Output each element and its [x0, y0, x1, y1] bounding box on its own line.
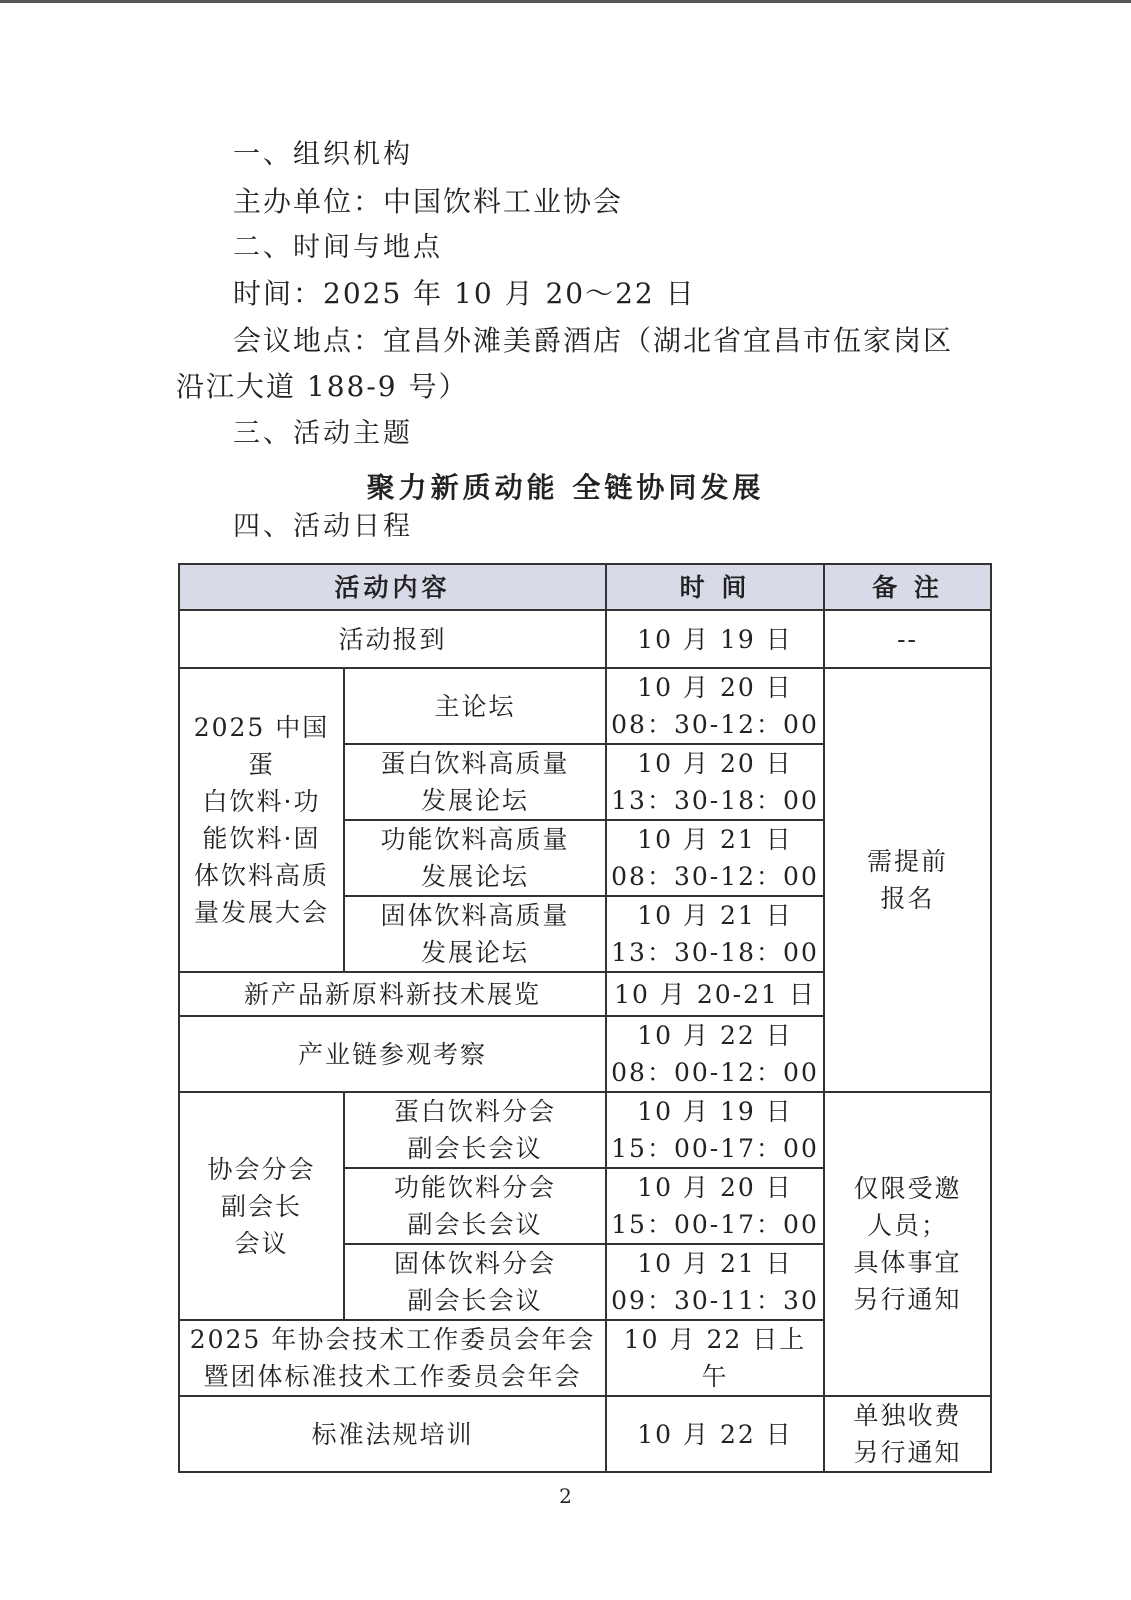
protein-branch-name	[344, 1092, 606, 1168]
date: 10 月 22 日	[637, 1021, 793, 1050]
table-row	[179, 668, 991, 744]
note-line: 具体事宜	[853, 1248, 962, 1277]
solid-branch-time	[606, 1244, 824, 1320]
note-line: 另行通知	[853, 1285, 962, 1314]
note-line: 需提前	[867, 847, 949, 876]
branch-group-cell	[179, 1092, 344, 1320]
note-line: 人员；	[867, 1211, 949, 1240]
header-activity: 活动内容	[179, 564, 606, 610]
scan-top-edge	[0, 0, 1131, 3]
date: 10 月 20 日	[637, 673, 793, 702]
conference-group-line: 体饮料高质	[193, 861, 329, 890]
section-1-heading: 一、组织机构	[233, 139, 413, 170]
expo-activity: 新产品新原料新技术展览	[179, 972, 606, 1016]
table-row	[179, 1396, 991, 1472]
name-line: 副会长会议	[407, 1286, 543, 1315]
annual-meeting-time: 10 月 22 日上午	[606, 1320, 824, 1396]
date: 10 月 21 日	[637, 825, 793, 854]
section-4-heading: 四、活动日程	[233, 511, 413, 542]
conference-group-line: 2025 中国蛋	[193, 713, 330, 779]
protein-branch-time	[606, 1092, 824, 1168]
protein-forum-name	[344, 744, 606, 820]
functional-branch-name	[344, 1168, 606, 1244]
functional-forum-name	[344, 820, 606, 896]
note-line: 单独收费	[853, 1401, 962, 1430]
page-number: 2	[559, 1484, 572, 1508]
hours: 15：00-17：00	[611, 1210, 819, 1239]
table-row	[179, 1092, 991, 1168]
date: 10 月 20 日	[637, 749, 793, 778]
table-header-row	[179, 564, 991, 610]
registration-note-cell	[824, 668, 991, 1092]
name-line: 发展论坛	[421, 786, 530, 815]
section-2-heading: 二、时间与地点	[233, 232, 443, 263]
solid-forum-time	[606, 896, 824, 972]
name-line: 副会长会议	[407, 1210, 543, 1239]
annual-line: 暨团体标准技术工作委员会年会	[203, 1362, 582, 1391]
annual-meeting-activity	[179, 1320, 606, 1396]
tour-activity: 产业链参观考察	[179, 1016, 606, 1092]
organizer-line: 主办单位：中国饮料工业协会	[233, 185, 624, 218]
protein-forum-time	[606, 744, 824, 820]
checkin-note: --	[824, 610, 991, 668]
main-forum-name: 主论坛	[344, 668, 606, 744]
training-time: 10 月 22 日	[606, 1396, 824, 1472]
hours: 08：30-12：00	[611, 710, 819, 739]
hours: 09：30-11：30	[611, 1286, 819, 1315]
header-note: 备 注	[824, 564, 991, 610]
note-line: 另行通知	[853, 1438, 962, 1467]
branch-group-line: 副会长	[220, 1191, 302, 1221]
hours: 08：00-12：00	[611, 1058, 819, 1087]
note-line: 仅限受邀	[853, 1174, 962, 1203]
name-line: 固体饮料高质量	[380, 901, 570, 930]
venue-line-1: 会议地点：宜昌外滩美爵酒店（湖北省宜昌市伍家岗区	[233, 324, 954, 357]
header-time: 时 间	[606, 564, 824, 610]
date: 10 月 21 日	[637, 901, 793, 930]
name-line: 功能饮料分会	[394, 1173, 557, 1202]
name-line: 固体饮料分会	[394, 1249, 557, 1278]
branch-group-line: 协会分会	[207, 1154, 316, 1184]
name-line: 发展论坛	[421, 938, 530, 967]
table-row	[179, 610, 991, 668]
main-forum-time	[606, 668, 824, 744]
functional-branch-time	[606, 1168, 824, 1244]
name-line: 功能饮料高质量	[380, 825, 570, 854]
branch-group-line: 会议	[234, 1228, 289, 1258]
training-note	[824, 1396, 991, 1472]
solid-forum-name	[344, 896, 606, 972]
solid-branch-name	[344, 1244, 606, 1320]
section-3-heading: 三、活动主题	[233, 418, 413, 449]
checkin-activity: 活动报到	[179, 610, 606, 668]
venue-line-2: 沿江大道 188-9 号）	[176, 370, 469, 403]
hours: 08：30-12：00	[611, 862, 819, 891]
hours: 15：00-17：00	[611, 1134, 819, 1163]
name-line: 蛋白饮料高质量	[380, 749, 570, 778]
tour-time	[606, 1016, 824, 1092]
hours: 13：30-18：00	[611, 786, 819, 815]
expo-time: 10 月 20-21 日	[606, 972, 824, 1016]
date: 10 月 21 日	[637, 1249, 793, 1278]
functional-forum-time	[606, 820, 824, 896]
date: 10 月 19 日	[637, 1097, 793, 1126]
date: 10 月 20 日	[637, 1173, 793, 1202]
conference-group-line: 白饮料·功	[202, 787, 321, 816]
name-line: 发展论坛	[421, 862, 530, 891]
time-line: 时间：2025 年 10 月 20～22 日	[233, 277, 696, 310]
conference-group-line: 能饮料·固	[202, 824, 321, 853]
checkin-time: 10 月 19 日	[606, 610, 824, 668]
hours: 13：30-18：00	[611, 938, 819, 967]
training-activity: 标准法规培训	[179, 1396, 606, 1472]
invite-only-note-cell	[824, 1092, 991, 1396]
name-line: 蛋白饮料分会	[394, 1097, 557, 1126]
conference-group-cell	[179, 668, 344, 972]
annual-line: 2025 年协会技术工作委员会年会	[189, 1325, 596, 1354]
name-line: 副会长会议	[407, 1134, 543, 1163]
conference-group-line: 量发展大会	[193, 898, 329, 927]
schedule-table	[178, 563, 992, 1473]
activity-theme: 聚力新质动能 全链协同发展	[366, 471, 765, 504]
note-line: 报名	[880, 884, 935, 913]
